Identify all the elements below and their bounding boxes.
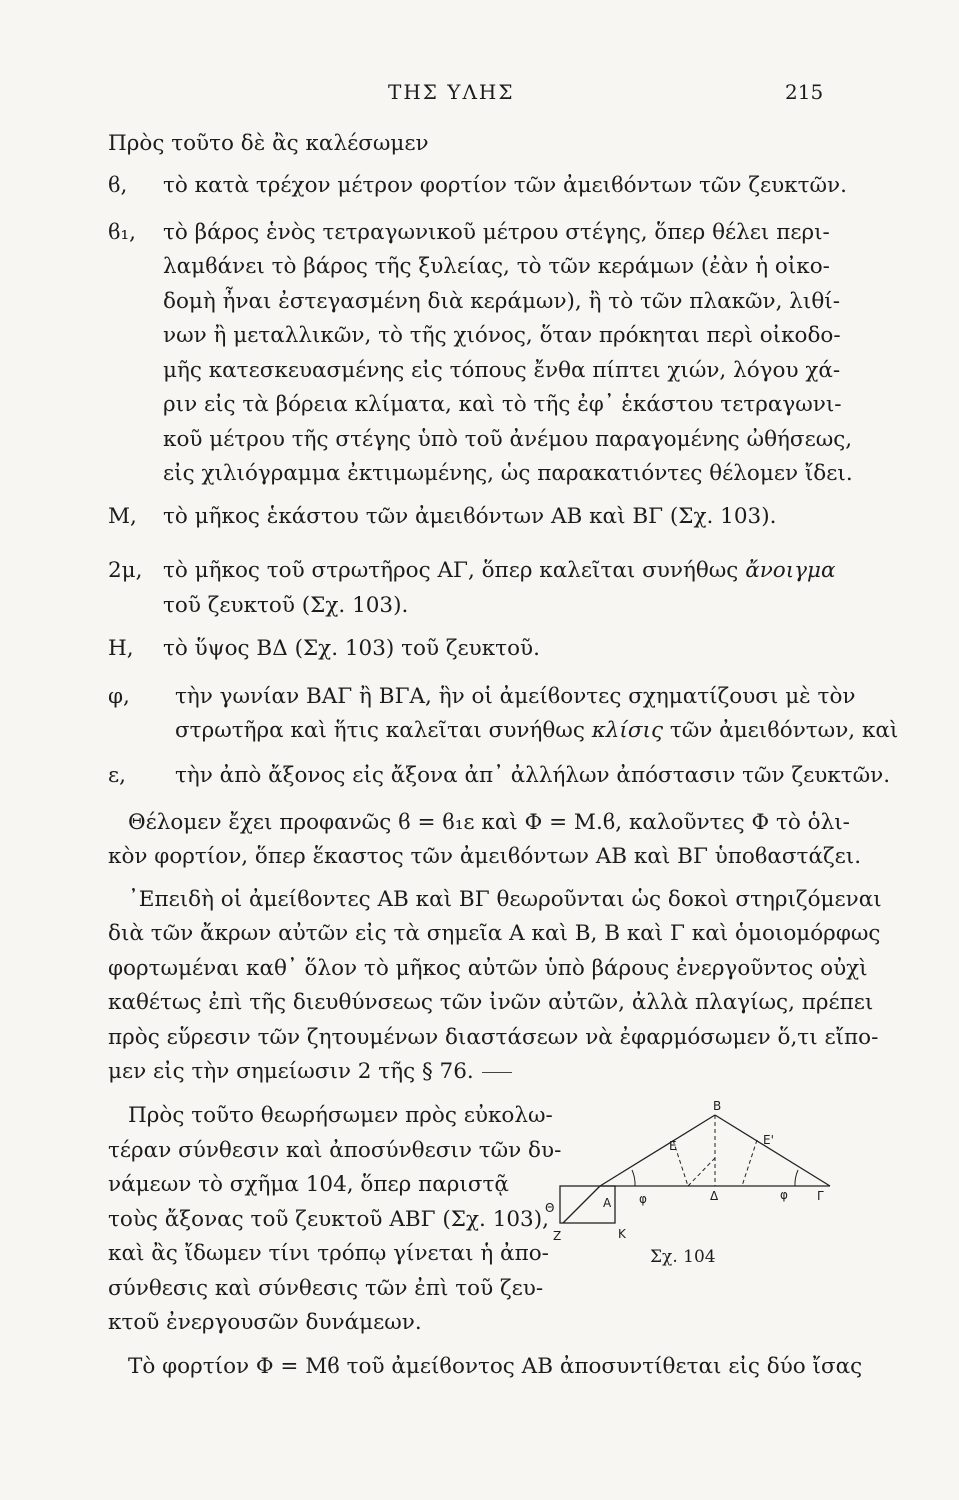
page-number: 215	[785, 80, 824, 104]
definition-text: τὸ βάρος ἑνὸς τετραγωνικοῦ μέτρου στέγης, ὅπερ θέλει περι-	[163, 220, 830, 245]
italic-term: κλίσις	[591, 718, 664, 743]
definition-symbol: Η,	[108, 636, 134, 661]
definition-symbol: 2μ,	[108, 558, 143, 583]
paragraph-line: καὶ ἂς ἴδωμεν τίνι τρόπῳ γίνεται ἡ ἀπο-	[108, 1241, 549, 1266]
figure-label-delta: Δ	[710, 1189, 719, 1203]
definition-text: κοῦ μέτρου τῆς στέγης ὑπὸ τοῦ ἀνέμου παραγομένης ὠθήσεως,	[163, 427, 853, 452]
paragraph-line: σύνθεσις καὶ σύνθεσις τῶν ἐπὶ τοῦ ζευ-	[108, 1276, 544, 1301]
figure-label-gamma: Γ	[817, 1189, 824, 1203]
figure-label-e: E	[669, 1139, 677, 1153]
running-head: ΤΗΣ ΥΛΗΣ	[388, 80, 515, 104]
figure-label-theta: Θ	[545, 1201, 555, 1215]
truss-diagram	[545, 1098, 845, 1248]
definition-text-part: τῶν ἀμειϐόντων, καὶ	[663, 718, 899, 743]
paragraph-line: τέραν σύνθεσιν καὶ ἀποσύνθεσιν τῶν δυ-	[108, 1138, 562, 1163]
figure-label-k: K	[618, 1227, 626, 1241]
paragraph-line: κὸν φορτίον, ὅπερ ἕκαστος τῶν ἀμειϐόντων ΑΒ καὶ ΒΓ ὑποϐαστάζει.	[108, 844, 862, 869]
paragraph-line: μεν εἰς τὴν σημείωσιν 2 τῆς § 76.	[108, 1059, 474, 1084]
paragraph-line: Τὸ φορτίον Φ = Μϐ τοῦ ἀμείϐοντος ΑΒ ἀποσυντίθεται εἰς δύο ἴσας	[128, 1354, 863, 1379]
paragraph-line: τοὺς ἄξονας τοῦ ζευκτοῦ ΑΒΓ (Σχ. 103),	[108, 1207, 549, 1232]
italic-term: ἄνοιγμα	[745, 558, 836, 583]
figure-label-a: A	[603, 1196, 612, 1210]
paragraph-line: καθέτως ἐπὶ τῆς διευθύνσεως τῶν ἰνῶν αὐτῶν, ἀλλὰ πλαγίως, πρέπει	[108, 990, 874, 1015]
definition-symbol: ϐ,	[108, 173, 128, 198]
definition-text: δομὴ ἦναι ἐστεγασμένη διὰ κεράμων), ἢ τὸ τῶν πλακῶν, λιθί-	[163, 289, 840, 314]
definition-text: τὸ κατὰ τρέχον μέτρον φορτίον τῶν ἀμειϐόντων τῶν ζευκτῶν.	[163, 173, 847, 198]
definition-text: ριν εἰς τὰ βόρεια κλίματα, καὶ τὸ τῆς ἐφ᾽ ἑκάστου τετραγωνι-	[163, 392, 842, 417]
paragraph-line: φορτωμέναι καθ᾽ ὅλον τὸ μῆκος αὐτῶν ὑπὸ βάρους ἐνεργοῦντος οὐχὶ	[108, 956, 868, 981]
paragraph-line: διὰ τῶν ἄκρων αὐτῶν εἰς τὰ σημεῖα Α καὶ Β, Β καὶ Γ καὶ ὁμοιομόρφως	[108, 921, 881, 946]
figure-caption: Σχ. 104	[650, 1247, 716, 1267]
definition-symbol: φ,	[108, 684, 130, 709]
definition-text	[175, 720, 898, 742]
definition-text: εἰς χιλιόγραμμα ἐκτιμωμένης, ὡς παρακατιόντες θέλομεν ἴδει.	[163, 461, 853, 486]
figure-label-b: B	[713, 1099, 722, 1113]
definition-text: τὴν ἀπὸ ἄξονος εἰς ἄξονα ἀπ᾽ ἀλλήλων ἀπόστασιν τῶν ζευκτῶν.	[175, 763, 891, 788]
paragraph-line: Θέλομεν ἔχει προφανῶς ϐ = ϐ₁ε καὶ Φ = Μ.ϐ, καλοῦντες Φ τὸ ὁλι-	[128, 810, 850, 835]
definition-text: τὴν γωνίαν ΒΑΓ ἢ ΒΓΑ, ἣν οἱ ἀμείϐοντες σχηματίζουσι μὲ τὸν	[175, 684, 856, 709]
paragraph-line: ᾽Επειδὴ οἱ ἀμείϐοντες ΑΒ καὶ ΒΓ θεωροῦνται ὡς δοκοὶ στηριζόμεναι	[128, 887, 882, 912]
paragraph-line: Πρὸς τοῦτο θεωρήσωμεν πρὸς εὐκολω-	[128, 1103, 553, 1128]
definition-symbol: ϐ₁,	[108, 220, 136, 245]
definition-text-part: στρωτῆρα καὶ ἥτις καλεῖται συνήθως	[175, 718, 592, 743]
figure-label-e-prime: E'	[763, 1133, 774, 1147]
paragraph-line: νάμεων τὸ σχῆμα 104, ὅπερ παριστᾷ	[108, 1172, 509, 1197]
figure-label-phi-right: φ	[780, 1188, 788, 1202]
paragraph-line: κτοῦ ἐνεργουσῶν δυνάμεων.	[108, 1310, 422, 1335]
intro-line: Πρὸς τοῦτο δὲ ἂς καλέσωμεν	[108, 131, 429, 156]
definition-text: νων ἢ μεταλλικῶν, τὸ τῆς χιόνος, ὅταν πρόκηται περὶ οἰκοδο-	[163, 323, 841, 348]
definition-text: τὸ ὕψος ΒΔ (Σχ. 103) τοῦ ζευκτοῦ.	[163, 636, 540, 661]
definition-text: τὸ μῆκος ἑκάστου τῶν ἀμειϐόντων ΑΒ καὶ ΒΓ (Σχ. 103).	[163, 504, 777, 529]
definition-text-part: τὸ μῆκος τοῦ στρωτῆρος ΑΓ, ὅπερ καλεῖται συνήθως	[163, 558, 746, 583]
figure-104	[545, 1098, 845, 1248]
definition-text: λαμϐάνει τὸ βάρος τῆς ξυλείας, τὸ τῶν κεράμων (ἐὰν ἡ οἰκο-	[163, 254, 830, 279]
definition-text	[163, 560, 836, 582]
definition-symbol: Μ,	[108, 504, 137, 529]
definition-symbol: ε,	[108, 763, 126, 788]
page-header	[0, 80, 959, 110]
definition-text: μῆς κατεσκευασμένης εἰς τόπους ἔνθα πίπτει χιών, λόγου χά-	[163, 358, 841, 383]
figure-label-z: Z	[553, 1229, 562, 1243]
paragraph-line: πρὸς εὕρεσιν τῶν ζητουμένων διαστάσεων νὰ ἐφαρμόσωμεν ὅ,τι εἴπο-	[108, 1025, 879, 1050]
definition-text: τοῦ ζευκτοῦ (Σχ. 103).	[163, 593, 409, 618]
figure-label-phi-left: φ	[639, 1192, 647, 1206]
dash-rule	[482, 1072, 512, 1073]
